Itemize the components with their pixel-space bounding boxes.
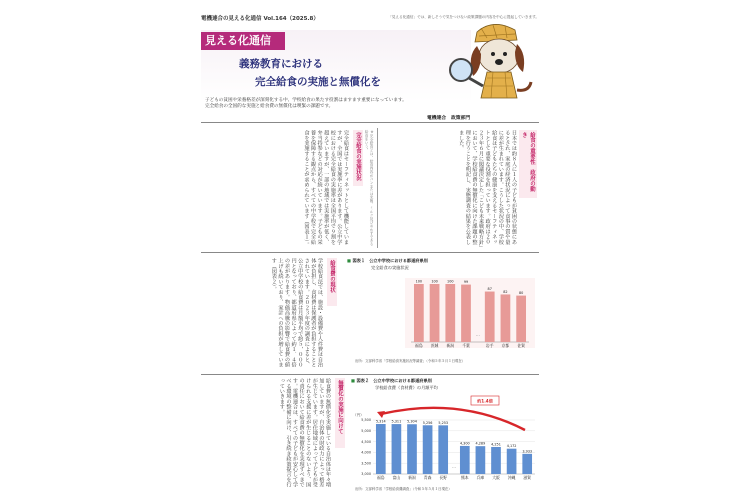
article-subtitle-2: 完全給食の実施と無償化を bbox=[255, 76, 381, 88]
x-tick-label: 滋賀 bbox=[523, 475, 531, 480]
chart-1 bbox=[345, 258, 541, 370]
chart-2-label-text: 図表２ 公立中学校における都道府県別 bbox=[356, 378, 432, 383]
chart-marker-icon: ■ bbox=[347, 258, 351, 263]
chart-1-label-text: 図表１ 公立中学校における都道府県別 bbox=[352, 258, 428, 263]
section-heading-cost: 給食費の現状 bbox=[327, 258, 337, 306]
bar-value-label: 5,253 bbox=[438, 420, 449, 425]
ratio-label: 約1.4倍 bbox=[477, 398, 493, 404]
bar-value-label: 4,289 bbox=[475, 441, 486, 446]
section-text-importance: 日本では約８人に１人の子どもが貧困の状態にあるとされ、家庭の経済状況によって食事の質や量に差が生まれています。こうした状況の中、学校給食は子どもたちの健康を支えるセーフティネットとして重要な役割を担っています。政府は２０２３年６月に閣議決定した「こども未来戦略方針」において、学校給食費の無償化に向けた課題の整理を行うことを明記し、実態調査の結果を公表しました。 bbox=[458, 130, 517, 247]
section-heading-free-meals: 無償化の実施に向けて bbox=[335, 378, 345, 448]
bar-value-label: 5,256 bbox=[422, 420, 433, 425]
banner-title: 見える化通信 bbox=[201, 32, 285, 50]
article-subtitle-1: 義務教育における bbox=[239, 58, 323, 70]
lead-paragraph bbox=[205, 98, 535, 110]
y-tick-label: 4,500 bbox=[361, 439, 371, 444]
bar-兵庫 bbox=[476, 446, 486, 474]
bar-沖縄 bbox=[507, 449, 517, 474]
bar-value-label: 100 bbox=[415, 279, 423, 284]
chart-2-label bbox=[351, 378, 432, 384]
x-tick-label: 熊本 bbox=[461, 475, 469, 480]
bar-富山 bbox=[392, 424, 402, 474]
issue-number: Vol.164（2025.8） bbox=[263, 16, 319, 22]
chart-marker-icon: ■ bbox=[351, 378, 355, 383]
section-note: ※完全給食とは、給食内容がパンまたは米飯、ミルク及びおかずである給食をいう。 bbox=[365, 130, 374, 246]
y-tick-label: 4,000 bbox=[361, 450, 371, 455]
bar-value-label: 5,304 bbox=[407, 419, 417, 424]
x-tick-label: 青森 bbox=[423, 475, 432, 480]
newsletter-page bbox=[197, 12, 543, 496]
bar-value-label: 4,300 bbox=[459, 441, 470, 446]
x-tick-label: 兵庫 bbox=[476, 475, 485, 480]
bar-value-label: 4,172 bbox=[506, 444, 517, 449]
y-tick-label: 3,000 bbox=[361, 472, 371, 477]
y-tick-label: 3,500 bbox=[361, 461, 371, 466]
divider bbox=[201, 252, 539, 253]
bar-value-label: 80 bbox=[518, 291, 524, 296]
ellipsis-mark: … bbox=[475, 332, 480, 337]
ellipsis-mark: … bbox=[452, 464, 456, 469]
bar-福島 bbox=[414, 284, 424, 342]
chart-1-label bbox=[347, 258, 428, 264]
bar-value-label: 99 bbox=[463, 280, 469, 285]
x-tick-label: 長野 bbox=[439, 475, 447, 480]
newsletter-header bbox=[201, 14, 319, 22]
bar-新潟 bbox=[445, 284, 455, 342]
bar-熊本 bbox=[460, 446, 470, 474]
y-unit-label: （円） bbox=[353, 413, 364, 417]
bar-value-label: 5,311 bbox=[391, 419, 402, 424]
x-tick-label: 富山 bbox=[392, 475, 401, 480]
bar-千葉 bbox=[461, 285, 471, 342]
bar-佐賀 bbox=[516, 296, 526, 342]
bar-青森 bbox=[423, 425, 433, 474]
x-tick-label: 福島 bbox=[415, 343, 423, 348]
x-tick-label: 佐賀 bbox=[517, 343, 525, 348]
divider bbox=[201, 374, 539, 375]
bar-value-label: 100 bbox=[431, 279, 438, 284]
x-tick-label: 新潟 bbox=[408, 475, 416, 480]
org-name: 電機連合の見える化通信 bbox=[201, 16, 262, 22]
bar-value-label: 5,314 bbox=[375, 419, 386, 424]
lead-line-1: 子どもの貧困や栄養格差が深刻化する中、学校給食の果たす役割はますます重要になっています。 bbox=[205, 98, 407, 103]
chart-2-source: 出所：文部科学省「学校給食費調査」（令和５年５月１日現在） bbox=[355, 487, 452, 491]
department-name: 電機連合 政策部門 bbox=[427, 116, 471, 121]
bar-滋賀 bbox=[522, 454, 532, 474]
ratio-arrow bbox=[381, 408, 525, 430]
section-heading-implementation: 完全給食の実施状況 bbox=[353, 130, 363, 186]
chart-1-source: 出所：文部科学省「学校給食実施状況等調査」（令和５年５月１日現在） bbox=[355, 359, 466, 363]
x-tick-label: 岩手 bbox=[485, 343, 494, 348]
chart-1-label-2: 完全給食の実施状況 bbox=[371, 265, 409, 270]
header-tagline: 「見える化通信」では、新しそうで気をつけない政策課題の内容を中心に提起していきます。 bbox=[388, 15, 539, 19]
section-heading-importance: 給食の重要性 政府の動き bbox=[519, 130, 537, 198]
y-tick-label: 5,500 bbox=[361, 418, 371, 423]
bar-京都 bbox=[501, 294, 511, 342]
bar-長野 bbox=[438, 425, 448, 474]
chart-2 bbox=[349, 378, 541, 494]
column-divider bbox=[377, 128, 378, 248]
chart-2-plot bbox=[349, 392, 541, 484]
x-tick-label: 沖縄 bbox=[507, 475, 516, 480]
bar-value-label: 100 bbox=[447, 279, 454, 284]
x-tick-label: 京都 bbox=[501, 343, 510, 348]
detective-mascot-icon bbox=[447, 20, 535, 106]
bar-value-label: 3,933 bbox=[522, 449, 533, 454]
bar-茨城 bbox=[430, 284, 440, 342]
section-text-cost: 学校給食法では、施設・設備費や人件費は自治体が負担し、食材費は保護者が負担することとされています。２０２３年度の調査によると、公立中学校の給食費は月額平均で約５，０００円となっており、都道府県によって約１．４倍の差があります。物価高騰の影響で給食費の値上げも続いており、家計への負担が増しています（図表２）。 bbox=[270, 258, 323, 368]
bar-value-label: 82 bbox=[503, 289, 508, 294]
lead-line-2: 完全給食の全国的な実施と給食費の無償化は喫緊の課題です。 bbox=[205, 104, 334, 109]
bar-岩手 bbox=[485, 292, 495, 342]
x-tick-label: 新潟 bbox=[446, 343, 455, 348]
bar-福島 bbox=[376, 424, 386, 474]
section-text-free-meals: 給食費の無償化を実施している自治体は年々増加していますが、自治体の財政力によって格差が生じています。居住地域によって子どもが受けられる支援に差が生じることのないよう、国の責任において給食費の無償化を実現すべきです。電機連合は、すべての子どもが安心して学べる環境の整備に向け、引き続き政策提言を行っていきます。 bbox=[278, 378, 331, 488]
bar-新潟 bbox=[407, 424, 417, 474]
y-tick-label: 5,000 bbox=[361, 429, 371, 433]
bar-大阪 bbox=[491, 447, 501, 474]
chart-2-label-2: 学校給食費（食材費）の月額平均 bbox=[375, 385, 438, 390]
section-text-implementation: 完全給食はセーフティネットとして機能していますが、全国では実施率に差があります。公立中学校における完全給食の実施率は全国平均で９割を超えていますが、一部の地域では実施率が低く、弁当持参などの対応が続いています。子どもの栄養を保障する観点から、すべての中学校で完全給食を実施することが求められています（図表１）。 bbox=[303, 130, 349, 247]
bar-value-label: 4,251 bbox=[491, 442, 501, 447]
chart-1-plot bbox=[345, 272, 541, 360]
x-tick-label: 千葉 bbox=[462, 343, 470, 348]
divider bbox=[201, 122, 539, 123]
bar-value-label: 87 bbox=[487, 287, 492, 292]
x-tick-label: 大阪 bbox=[492, 475, 500, 480]
x-tick-label: 福島 bbox=[377, 475, 385, 480]
x-tick-label: 茨城 bbox=[430, 343, 439, 348]
